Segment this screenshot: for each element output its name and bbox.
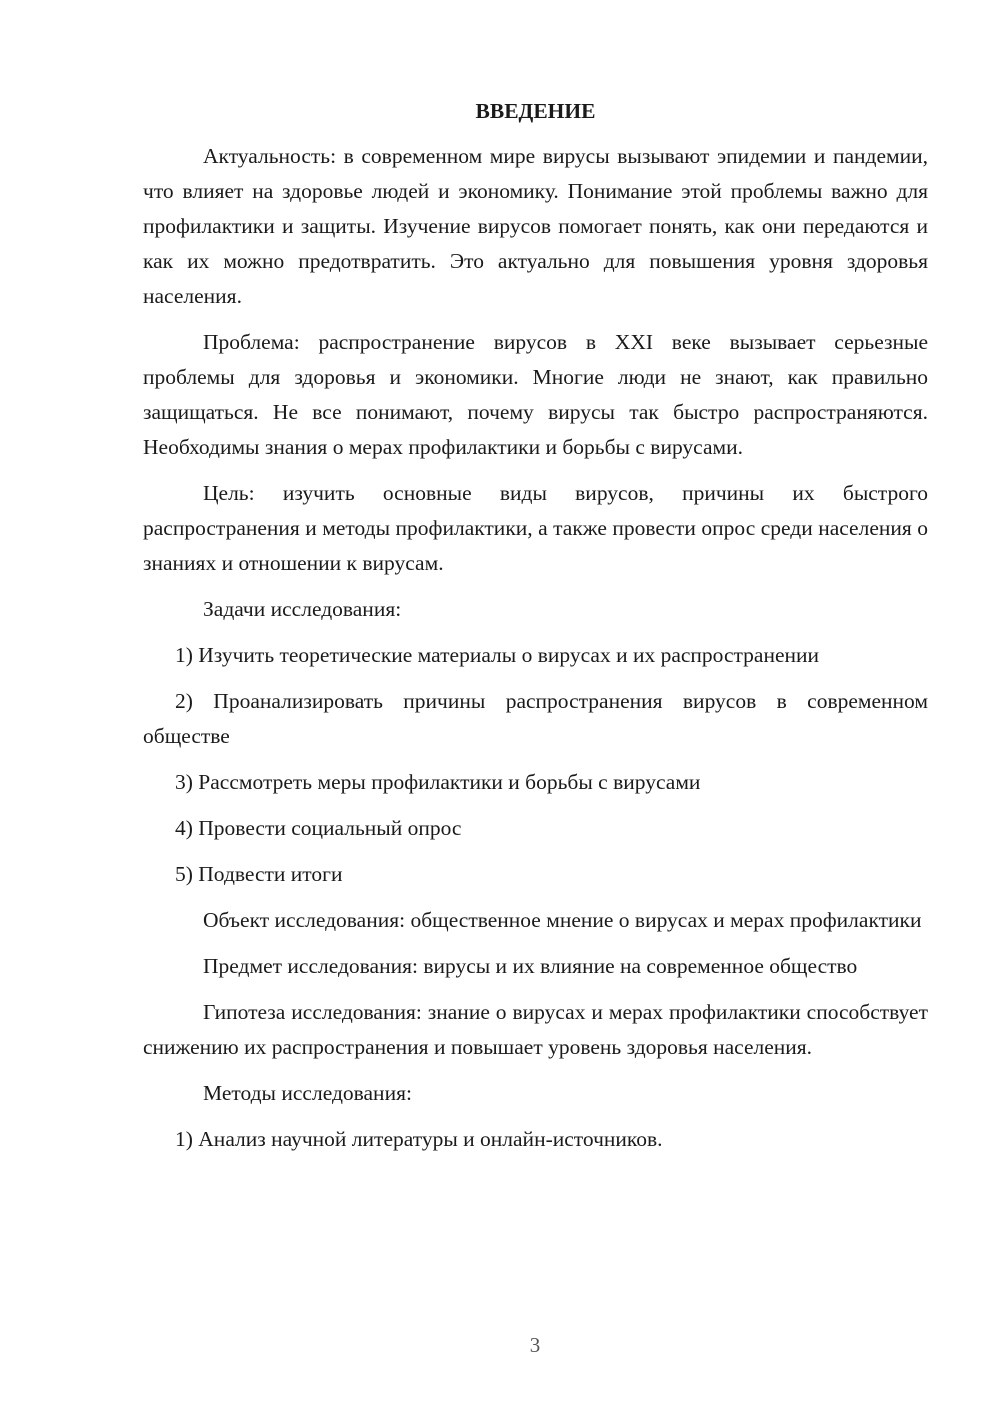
document-page	[143, 94, 928, 1168]
task-item: 4) Провести социальный опрос	[175, 816, 462, 840]
paragraph-relevance: Актуальность: в современном мире вирусы вызывают эпидемии и пандемии, что влияет на здоровье людей и экономику. Понимание этой проблемы важно для профилактики и защиты. Изучение вирусов помогает понять, как они передаются и как их можно предотвратить. Это актуально для повышения уровня здоровья населения.	[143, 144, 928, 308]
paragraph-object: Объект исследования: общественное мнение о вирусах и мерах профилактики	[203, 908, 922, 932]
task-item: 1) Изучить теоретические материалы о вирусах и их распространении	[175, 643, 820, 667]
paragraph-problem: Проблема: распространение вирусов в XXI веке вызывает серьезные проблемы для здоровья и экономики. Многие люди не знают, как правильно защищаться. Не все понимают, почему вирусы так быстро распространяются. Необходимы знания о мерах профилактики и борьбы с вирусами.	[143, 330, 928, 459]
task-item: 5) Подвести итоги	[175, 862, 343, 886]
task-item: 2) Проанализировать причины распространения вирусов в современном обществе	[143, 689, 928, 748]
paragraph-subject: Предмет исследования: вирусы и их влияние на современное общество	[203, 954, 858, 978]
page-number: 3	[529, 1333, 541, 1357]
task-item: 3) Рассмотреть меры профилактики и борьбы с вирусами	[175, 770, 701, 794]
method-item: 1) Анализ научной литературы и онлайн-источников.	[175, 1127, 663, 1151]
paragraph-hypothesis: Гипотеза исследования: знание о вирусах и мерах профилактики способствует снижению их распространения и повышает уровень здоровья населения.	[143, 1000, 928, 1059]
paragraph-goal: Цель: изучить основные виды вирусов, причины их быстрого распространения и методы профилактики, а также провести опрос среди населения о знаниях и отношении к вирусам.	[143, 481, 928, 575]
methods-heading: Методы исследования:	[203, 1081, 412, 1105]
tasks-heading: Задачи исследования:	[203, 597, 402, 621]
page-title: ВВЕДЕНИЕ	[475, 99, 596, 123]
